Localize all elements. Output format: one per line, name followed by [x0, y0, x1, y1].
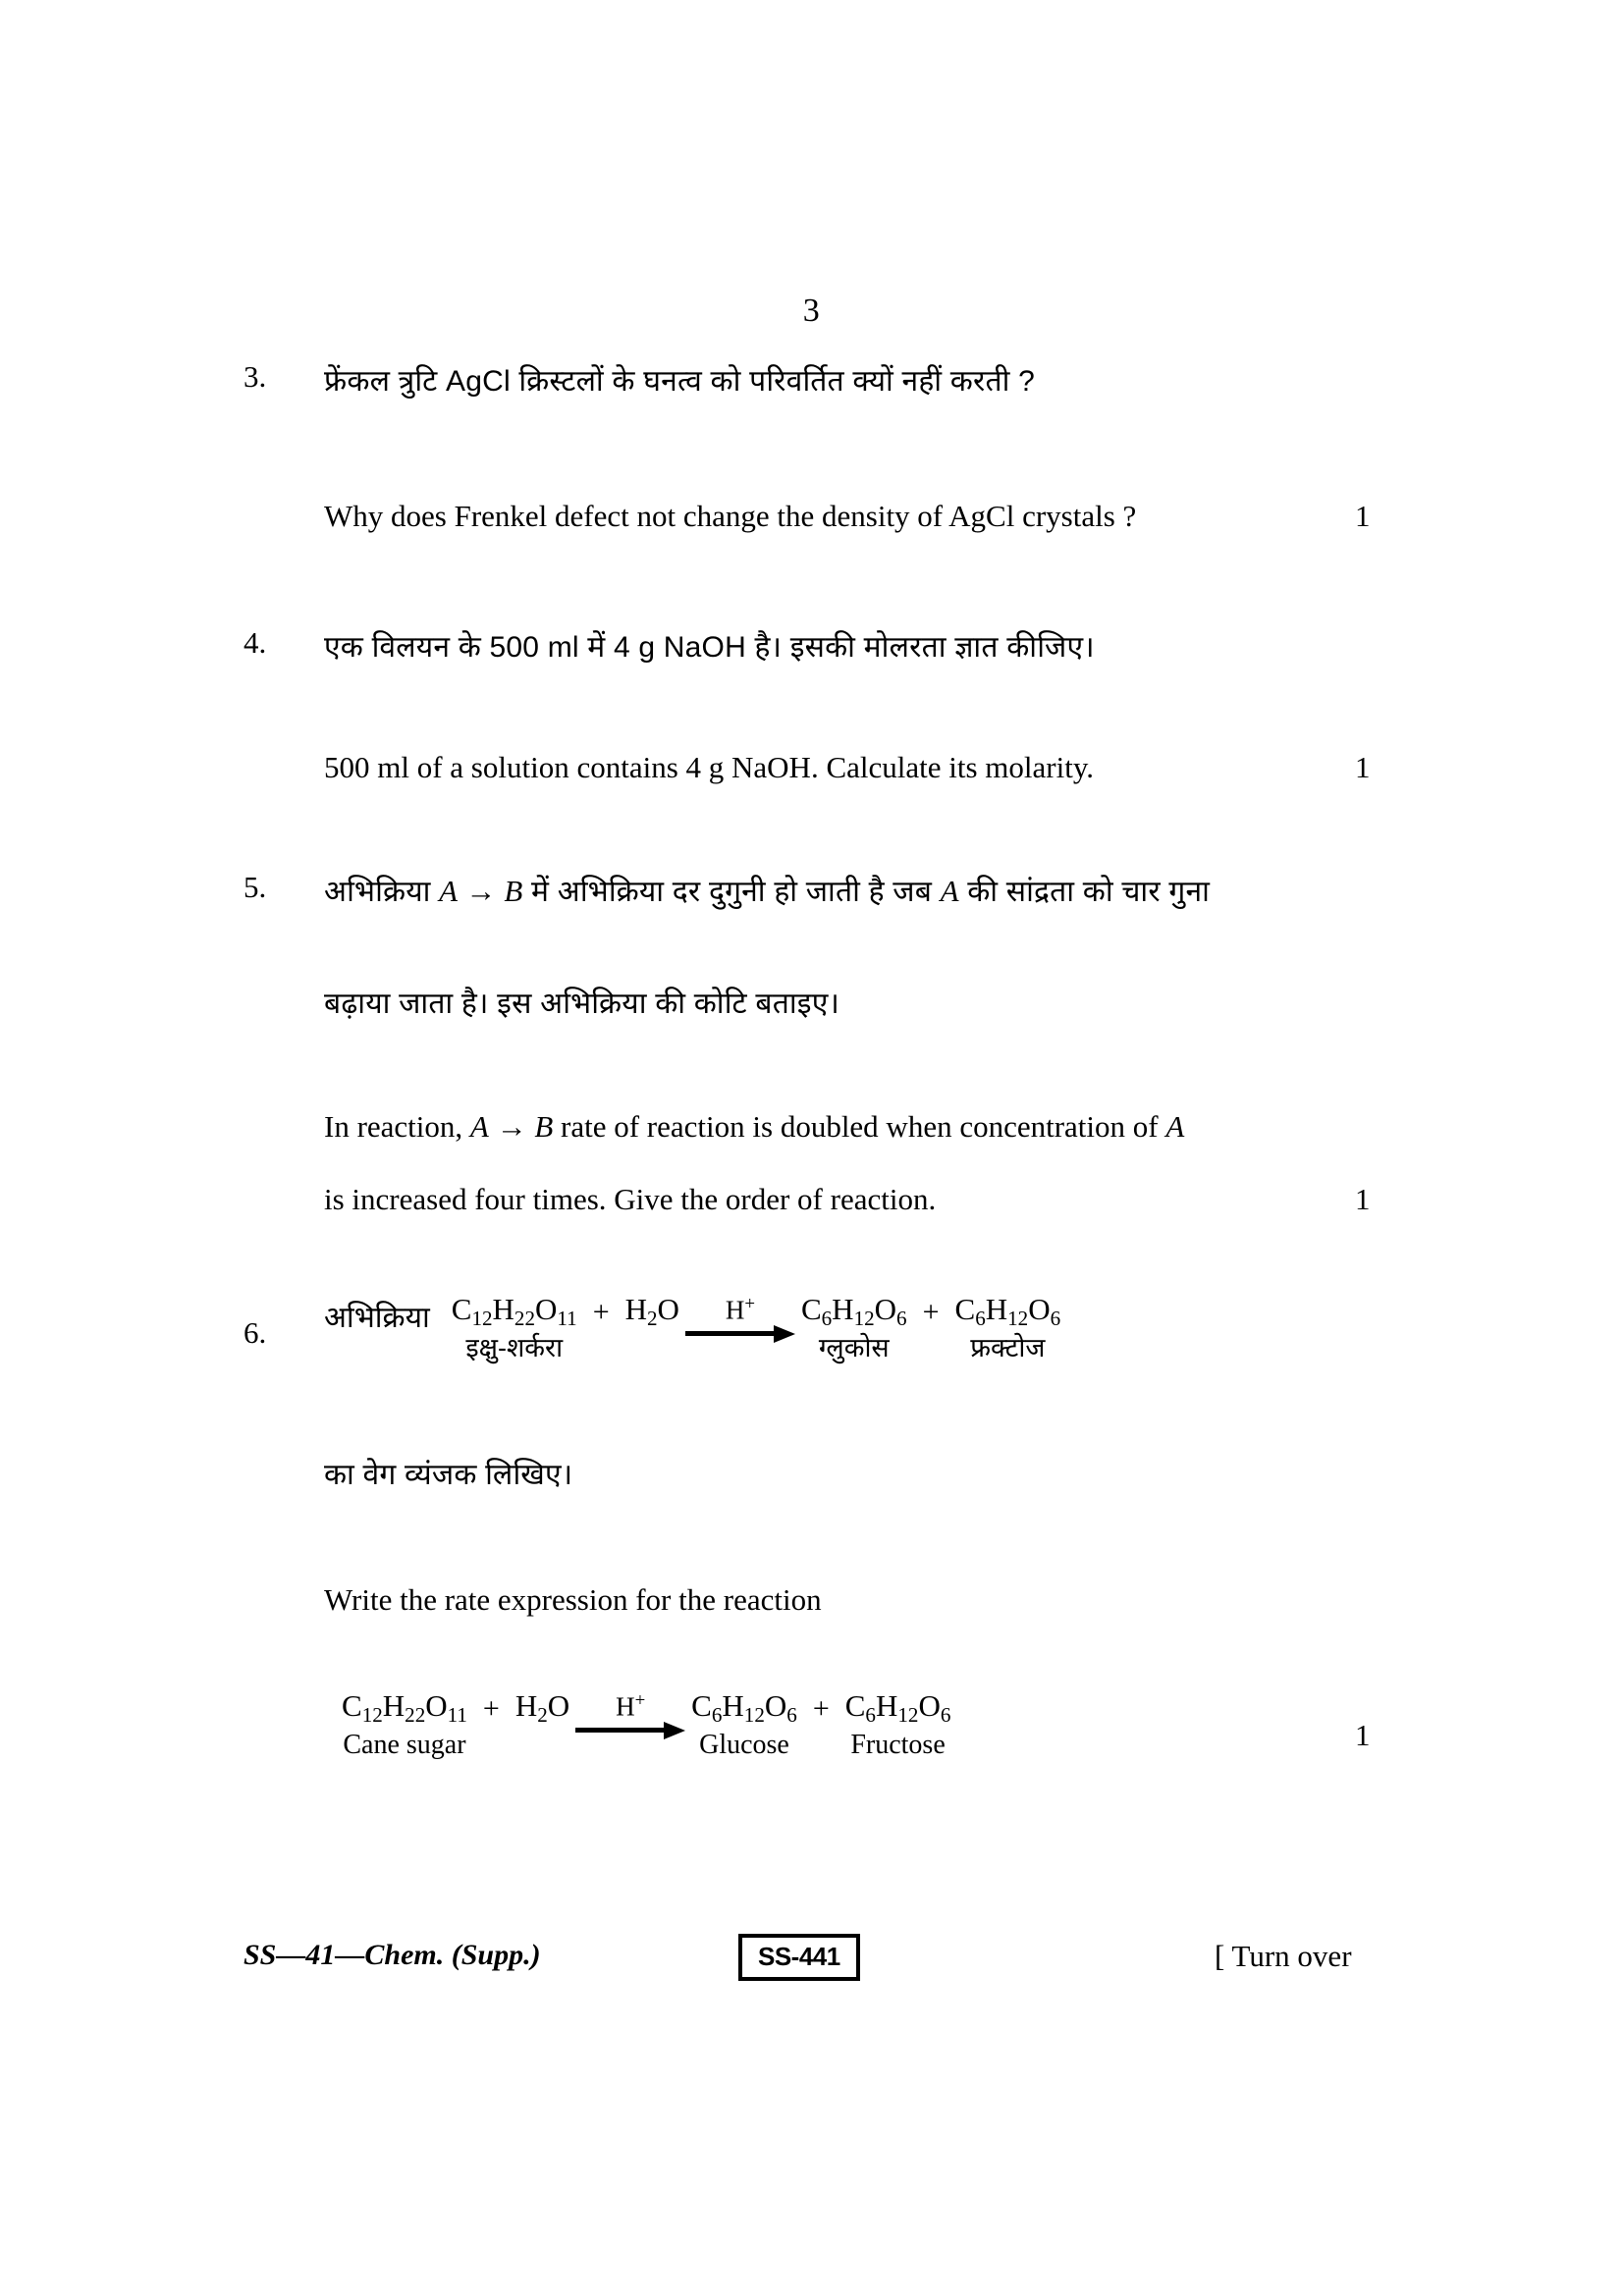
- formula-h2o-english: $H_2O$: [514, 1688, 570, 1727]
- arrow-icon-hindi: [685, 1325, 795, 1341]
- footer-paper-code: SS—41—Chem. (Supp.): [243, 1939, 541, 1971]
- question-3-number: 3.: [243, 359, 267, 394]
- q5-eng-variable-c: A: [1165, 1109, 1185, 1144]
- question-5-english-line-2: is increased four times. Give the order of reaction.: [324, 1182, 937, 1216]
- plus-sign-1-english: +: [482, 1692, 500, 1725]
- product-glucose-hindi: [801, 1294, 907, 1362]
- question-6-hindi-tail: का वेग व्यंजक लिखिए।: [324, 1459, 573, 1491]
- question-5-english-line-1: [324, 1109, 1424, 1145]
- label-fructose-hindi: फ्रक्टोज: [970, 1332, 1046, 1362]
- question-6-english-instruction: Write the rate expression for the reaction: [324, 1582, 822, 1617]
- footer-turn-over: [ Turn over: [1215, 1939, 1352, 1973]
- q5-hindi-seg-a: अभिक्रिया: [324, 876, 440, 908]
- question-5-marks: 1: [1355, 1182, 1371, 1216]
- q5-hindi-seg-c: की सांद्रता को चार गुना: [958, 876, 1211, 908]
- plus-sign-2-english: +: [812, 1692, 830, 1725]
- question-4-marks: 1: [1355, 750, 1371, 784]
- question-6-marks: 1: [1355, 1718, 1371, 1752]
- q5-eng-seg-b: rate of reaction is doubled when concentration of: [553, 1109, 1166, 1144]
- q5-eng-variable-b: B: [534, 1109, 554, 1144]
- q5-eng-variable-a: A: [469, 1109, 489, 1144]
- reactant-water-hindi: [625, 1294, 679, 1329]
- label-cane-sugar-hindi: इक्षु-शर्करा: [465, 1332, 564, 1362]
- plus-sign-1-hindi: +: [592, 1296, 610, 1328]
- product-fructose-english: [845, 1690, 951, 1759]
- q5-hindi-arrow: →: [458, 874, 505, 908]
- q5-hindi-seg-b: में अभिक्रिया दर दुगुनी हो जाती है जब: [522, 876, 941, 908]
- reaction-equation-hindi: [324, 1294, 1060, 1362]
- question-6-hindi-prefix: अभिक्रिया: [324, 1302, 430, 1334]
- page-number: 3: [802, 293, 821, 329]
- formula-c6h12o6-glucose-hindi: $C_6H_{12}O_6$: [800, 1292, 907, 1330]
- q5-eng-seg-a: In reaction,: [324, 1109, 470, 1144]
- reaction-equation-english: [342, 1690, 950, 1759]
- reactant-water-english: [515, 1690, 569, 1726]
- question-5-hindi-line-1: [324, 870, 1414, 910]
- formula-c12h22o11-hindi: $C_{12}H_{22}O_{11}$: [451, 1292, 577, 1330]
- formula-c12h22o11-english: $C_{12}H_{22}O_{11}$: [342, 1688, 467, 1727]
- formula-c6h12o6-glucose-english: $C_6H_{12}O_6$: [691, 1688, 797, 1727]
- q5-hindi-variable-b: B: [504, 874, 523, 908]
- formula-c6h12o6-fructose-hindi: $C_6H_{12}O_6$: [954, 1292, 1061, 1330]
- question-3-hindi: फ्रेंकल त्रुटि AgCl क्रिस्टलों के घनत्व को परिवर्तित क्यों नहीं करती ?: [324, 365, 1036, 398]
- formula-h2o-hindi: $H_2O$: [624, 1292, 679, 1330]
- arrow-icon-english: [575, 1722, 685, 1737]
- label-cane-sugar-english: Cane sugar: [343, 1729, 466, 1760]
- q5-hindi-variable-c: A: [940, 874, 959, 908]
- product-glucose-english: [691, 1690, 797, 1759]
- product-fructose-hindi: [955, 1294, 1061, 1362]
- question-3-marks: 1: [1355, 499, 1371, 533]
- question-5-hindi-line-2: बढ़ाया जाता है। इस अभिक्रिया की कोटि बताइए।: [324, 988, 840, 1020]
- question-4-english: 500 ml of a solution contains 4 g NaOH. Calculate its molarity.: [324, 750, 1095, 784]
- question-5-number: 5.: [243, 870, 267, 904]
- question-6-number: 6.: [243, 1315, 267, 1350]
- label-glucose-english: Glucose: [699, 1729, 789, 1760]
- label-glucose-hindi: ग्लुकोस: [818, 1332, 890, 1362]
- reactant-cane-sugar-hindi: [452, 1294, 577, 1362]
- catalyst-h-plus-hindi: H+: [725, 1294, 756, 1325]
- label-fructose-english: Fructose: [850, 1729, 946, 1760]
- question-4-number: 4.: [243, 625, 267, 660]
- question-3-english: Why does Frenkel defect not change the density of AgCl crystals ?: [324, 499, 1137, 533]
- formula-c6h12o6-fructose-english: $C_6H_{12}O_6$: [844, 1688, 951, 1727]
- catalyst-h-plus-english: H+: [616, 1690, 646, 1722]
- reaction-arrow-hindi: [679, 1294, 801, 1341]
- reactant-cane-sugar-english: [342, 1690, 467, 1759]
- q5-eng-arrow: →: [488, 1109, 535, 1144]
- q5-hindi-variable-a: A: [439, 874, 459, 908]
- footer-code-box: SS-441: [738, 1934, 860, 1981]
- reaction-arrow-english: [569, 1690, 691, 1737]
- plus-sign-2-hindi: +: [922, 1296, 940, 1328]
- question-4-hindi: एक विलयन के 500 ml में 4 g NaOH है। इसकी मोलरता ज्ञात कीजिए।: [324, 631, 1095, 664]
